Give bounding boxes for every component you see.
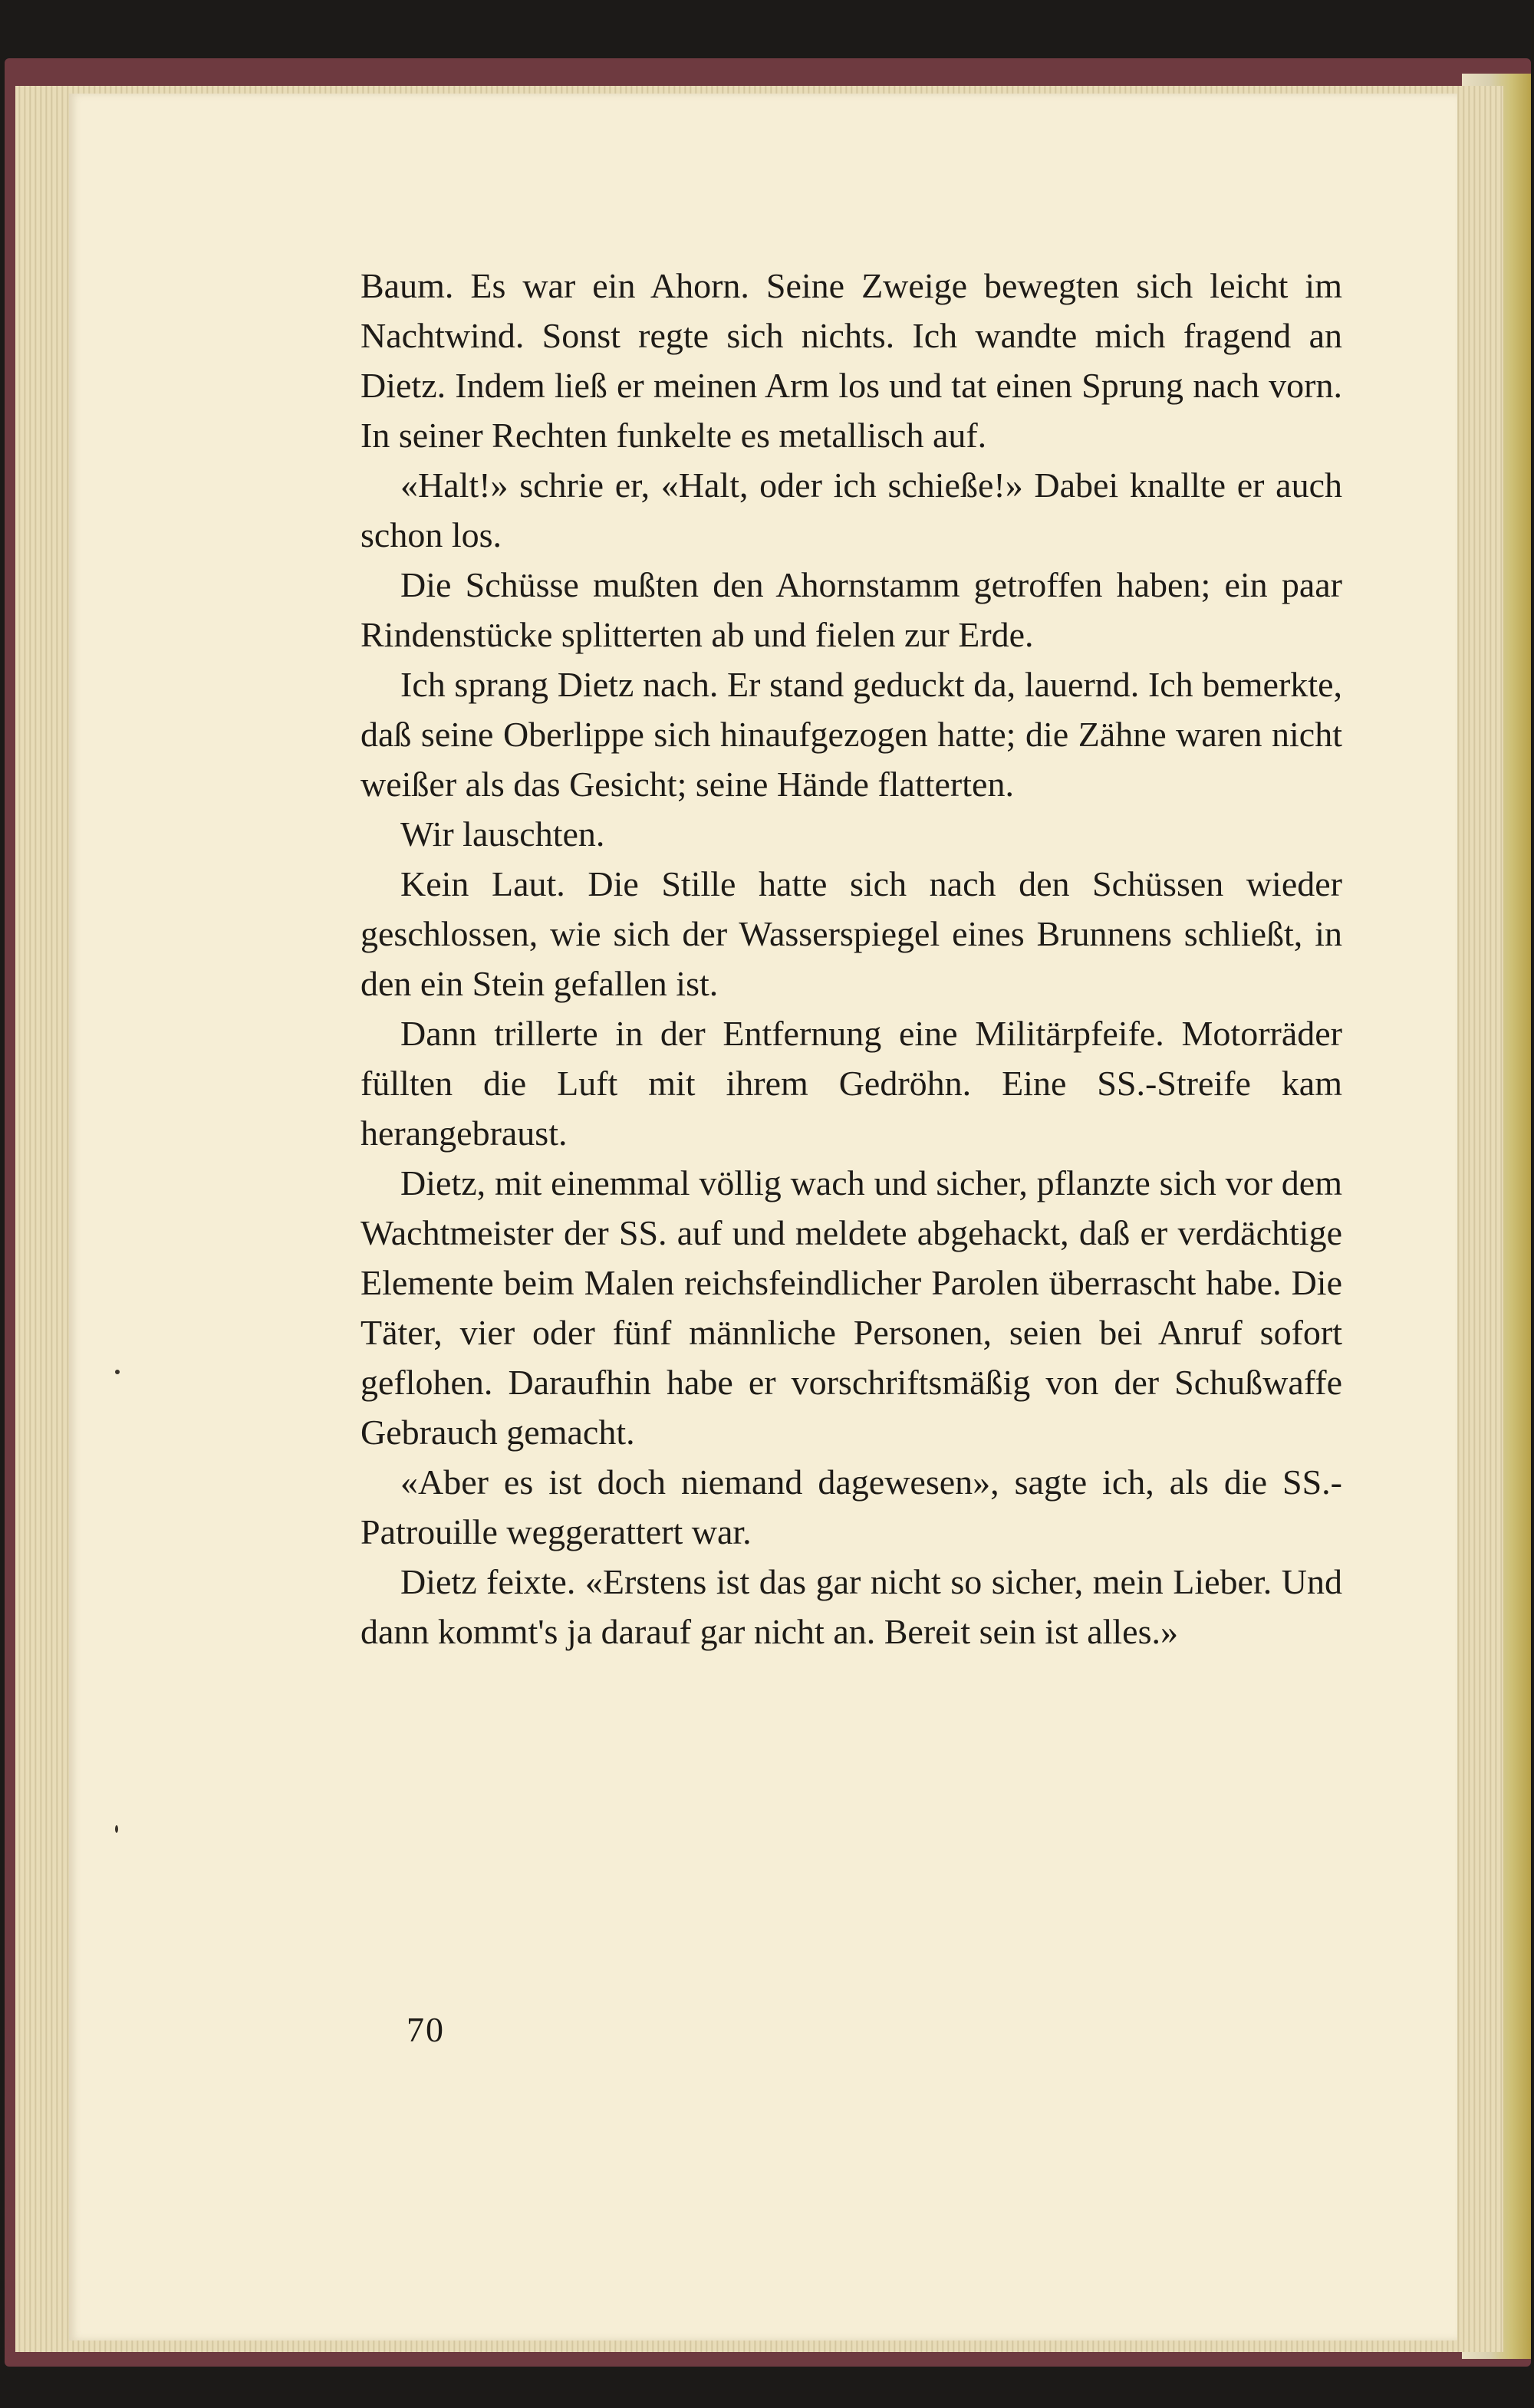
paragraph: Dann trillerte in der Entfernung eine Militärpfeife. Motorräder füllten die Luft mit ihrem Gedröhn. Eine SS.-Streife kam herangebraust.: [360, 1014, 1342, 1153]
margin-speck: [115, 1370, 120, 1374]
paragraph: Baum. Es war ein Ahorn. Seine Zweige bewegten sich leicht im Nachtwind. Sonst regte sich nichts. Ich wandte mich fragend an Dietz. Indem ließ er meinen Arm los und tat einen Sprung nach vorn. In seiner Rechten funkelte es metallisch auf.: [360, 266, 1342, 455]
paragraph: «Aber es ist doch niemand dagewesen», sagte ich, als die SS.-Patrouille weggerattert war.: [360, 1462, 1342, 1551]
page-text: [360, 261, 1342, 1656]
page-number: 70: [407, 2010, 445, 2049]
paragraph: Ich sprang Dietz nach. Er stand geduckt da, lauernd. Ich bemerkte, daß seine Oberlippe sich hinaufgezogen hatte; die Zähne waren nicht weißer als das Gesicht; seine Hände flatterten.: [360, 665, 1342, 804]
margin-speck: [115, 1825, 118, 1833]
paragraph: «Halt!» schrie er, «Halt, oder ich schieße!» Dabei knallte er auch schon los.: [360, 465, 1342, 554]
paragraph: Dietz feixte. «Erstens ist das gar nicht so sicher, mein Lieber. Und dann kommt's ja darauf gar nicht an. Bereit sein ist alles.»: [360, 1562, 1342, 1651]
paragraph: Wir lauschten.: [400, 814, 605, 854]
paragraph: Dietz, mit einemmal völlig wach und sicher, pflanzte sich vor dem Wachtmeister der SS. auf und meldete abgehackt, daß er verdächtige Elemente beim Malen reichsfeindlicher Parolen überrascht habe. Die Täter, vier oder fünf männliche Personen, seien bei Anruf sofort geflohen. Daraufhin habe er vorschriftsmäßig von der Schußwaffe Gebrauch gemacht.: [360, 1163, 1342, 1452]
paragraph: Die Schüsse mußten den Ahornstamm getroffen haben; ein paar Rindenstücke splitterten ab und fielen zur Erde.: [360, 565, 1342, 654]
paragraph: Kein Laut. Die Stille hatte sich nach den Schüssen wieder geschlossen, wie sich der Wasserspiegel eines Brunnens schließt, in den ein Stein gefallen ist.: [360, 864, 1342, 1003]
